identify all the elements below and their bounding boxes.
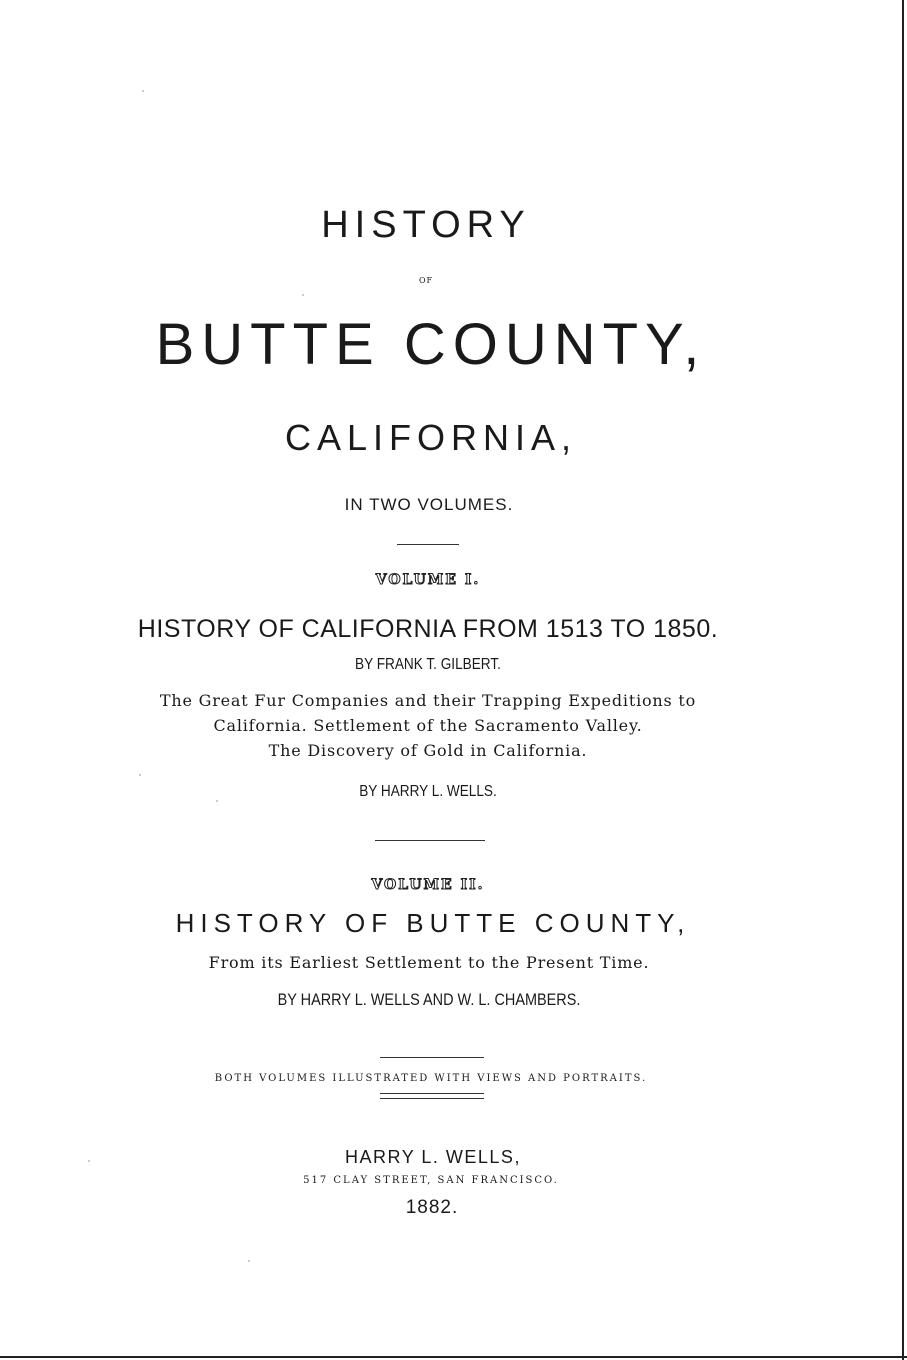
heading-state: CALIFORNIA, — [284, 417, 578, 458]
in-two-volumes: IN TWO VOLUMES. — [344, 495, 514, 514]
divider-rule — [380, 1057, 484, 1058]
heading-history: HISTORY — [321, 204, 531, 246]
volume2-label: VOLUME II. — [371, 877, 485, 893]
divider-rule — [397, 544, 459, 545]
scan-speck — [142, 90, 144, 92]
page-edge-bottom — [0, 1356, 907, 1358]
scan-speck — [216, 800, 218, 802]
illustrated-note: BOTH VOLUMES ILLUSTRATED WITH VIEWS AND PORTRAITS. — [214, 1073, 648, 1084]
volume1-author2: BY HARRY L. WELLS. — [359, 783, 497, 800]
volume1-subject-line: The Great Fur Companies and their Trapping Expeditions to — [159, 691, 697, 710]
volume1-title: HISTORY OF CALIFORNIA FROM 1513 TO 1850. — [137, 615, 719, 643]
heading-of: OF — [418, 276, 434, 285]
heading-county: BUTTE COUNTY, — [155, 312, 707, 377]
volume2-subtitle: From its Earliest Settlement to the Present Time. — [208, 953, 650, 972]
divider-rule — [375, 840, 485, 841]
volume1-author: BY FRANK T. GILBERT. — [355, 656, 501, 673]
divider-double-rule — [380, 1093, 484, 1099]
volume1-label: VOLUME I. — [375, 572, 481, 588]
volume1-subject-line: California. Settlement of the Sacramento Valley. — [213, 716, 643, 735]
scan-speck — [139, 774, 141, 776]
page-edge-right — [902, 0, 904, 1360]
publisher-name: HARRY L. WELLS, — [345, 1147, 521, 1167]
publisher-address: 517 CLAY STREET, SAN FRANCISCO. — [303, 1175, 559, 1186]
volume2-title: HISTORY OF BUTTE COUNTY, — [175, 908, 691, 938]
scan-speck — [248, 1260, 250, 1262]
volume1-subject-line: The Discovery of Gold in California. — [268, 741, 588, 760]
scan-speck — [302, 294, 304, 296]
volume2-authors: BY HARRY L. WELLS AND W. L. CHAMBERS. — [277, 990, 581, 1009]
publication-year: 1882. — [405, 1197, 459, 1218]
